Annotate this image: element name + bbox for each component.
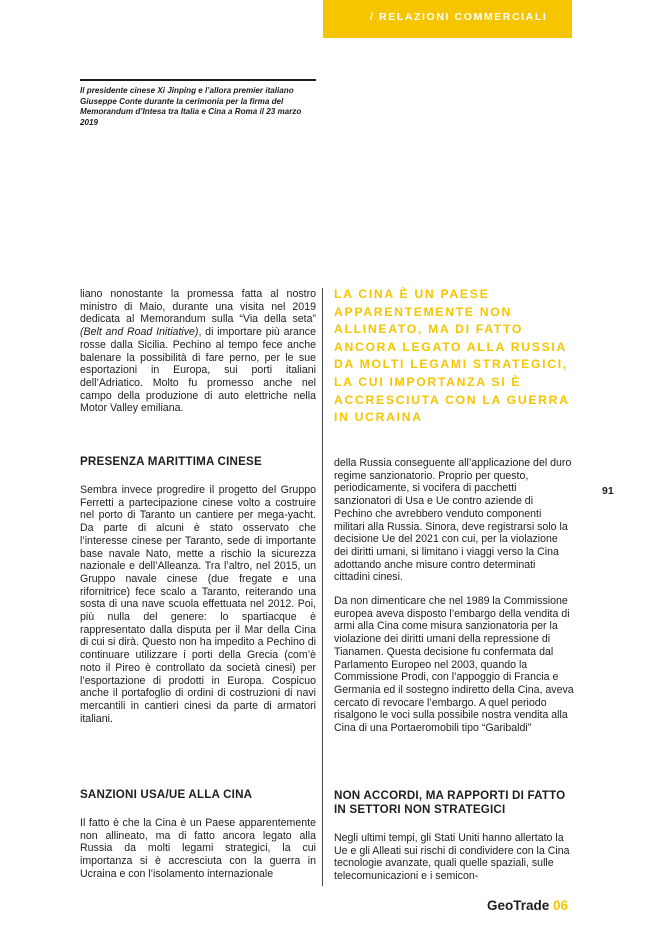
caption-divider (80, 79, 316, 81)
section-label: / RELAZIONI COMMERCIALI (370, 11, 548, 23)
footer-brand (487, 898, 568, 913)
paragraph-non-agreements: Negli ultimi tempi, gli Stati Uniti hanno allertato la Ue e gli Alleati sui rischi di condividere con la Cina tecnologie avanzate, quali quelle spaziali, sulle telecomunicazioni e i semicon- (334, 832, 570, 883)
paragraph-sanctions: Il fatto è che la Cina è un Paese apparentemente non allineato, ma di fatto ancora legato alla Russia da molti legami strategici, la cui importanza si è accresciuta con la guerra in Ucraina e con l’isolamento internazionale (80, 817, 316, 880)
pull-quote: LA CINA È UN PAESE APPARENTEMENTE NON ALLINEATO, MA DI FATTO ANCORA LEGATO ALLA RUSSIA DA MOLTI LEGAMI STRATEGICI, LA CUI IMPORTANZA SI È ACCRESCIUTA CON LA GUERRA IN UCRAINA (334, 287, 570, 425)
photo-caption: Il presidente cinese Xi Jinping e l’allora premier italiano Giuseppe Conte durante la cerimonia per la firma del Memorandum d’Intesa tra Italia e Cina a Roma il 23 marzo 2019 (80, 86, 302, 127)
paragraph-russia-sanctions: della Russia conseguente all’applicazione del duro regime sanzionatorio. Proprio per questo, periodicamente, si vocifera di pacchetti sanzionatori di Usa e Ue contro aziende di Pechino che avrebbero venduto componenti militari alla Russia. Sinora, deve registrarsi solo la decisione Ue del 2021 con cui, per la violazione dei diritti umani, si limitano i viaggi verso la Cina adottando anche misure contro determinati cittadini cinesi. (334, 457, 572, 584)
brand-name: GeoTrade (487, 898, 550, 913)
heading-non-agreements: NON ACCORDI, MA RAPPORTI DI FATTO IN SETTORI NON STRATEGICI (334, 789, 566, 816)
intro-italic-term: (Belt and Road Initiative) (80, 326, 199, 339)
column-divider (322, 288, 323, 886)
intro-paragraph (80, 288, 316, 415)
heading-maritime-presence: PRESENZA MARITTIMA CINESE (80, 455, 262, 468)
paragraph-maritime-presence: Sembra invece progredire il progetto del Gruppo Ferretti a partecipazione cinese volto a costruire nel porto di Taranto un cantiere per mega-yacht. Da parte di alcuni è stato osservato che l’interesse cinese per Taranto, sede di importante base navale Nato, mette a rischio la sicurezza nazionale e dell’Alleanza. Tra l’altro, nel 2015, un Gruppo navale cinese (due fregate e una rifornitrice) fece scalo a Taranto, reiterando una sosta di una nave scuola effettuata nel 2012. Poi, più nulla del genere: lo spartiacque è rappresentato dalla disputa per il Mar della Cina di cui si dirà. Questo non ha impedito a Pechino di continuare utilizzare i porti della Grecia (com’è noto il Pireo è controllato da società cinesi) per l’esportazione di prodotti in Europa. Cospicuo anche il portafoglio di ordini di costruzioni di navi mercantili in cantieri cinesi da parte di armatori italiani. (80, 484, 316, 725)
intro-text-end: , di importare più arance rosse dalla Sicilia. Pechino al tempo fece anche balenare la possibilità di fare perno, per le sue esportazioni in Europa, sui porti italiani dell’Adriatico. Molto fu promesso anche nel campo della produzione di auto elettriche nella Motor Valley emiliana. (80, 326, 316, 415)
intro-text-start: liano nonostante la promessa fatta al nostro ministro di Maio, durante una visita nel 2019 dedicata al Memorandum sulla “Via della seta” (80, 288, 316, 326)
heading-sanctions: SANZIONI USA/UE ALLA CINA (80, 788, 253, 801)
paragraph-arms-embargo: Da non dimenticare che nel 1989 la Commissione europea aveva disposto l’embargo della vendita di armi alla Cina come misura sanzionatoria per la violazione dei diritti umani della repressione di Tianamen. Questa decisione fu confermata dal Parlamento Europeo nel 2003, quando la Commissione Prodi, con l’appoggio di Francia e Germania ed il sostegno indiretto della Cina, aveva cercato di revocare l’embargo. A quel periodo risalgono le voci sulla possibile nostra vendita alla Cina di una Portaeromobili tipo “Garibaldi” (334, 595, 574, 735)
issue-number: 06 (553, 898, 569, 913)
page-number: 91 (602, 485, 614, 497)
